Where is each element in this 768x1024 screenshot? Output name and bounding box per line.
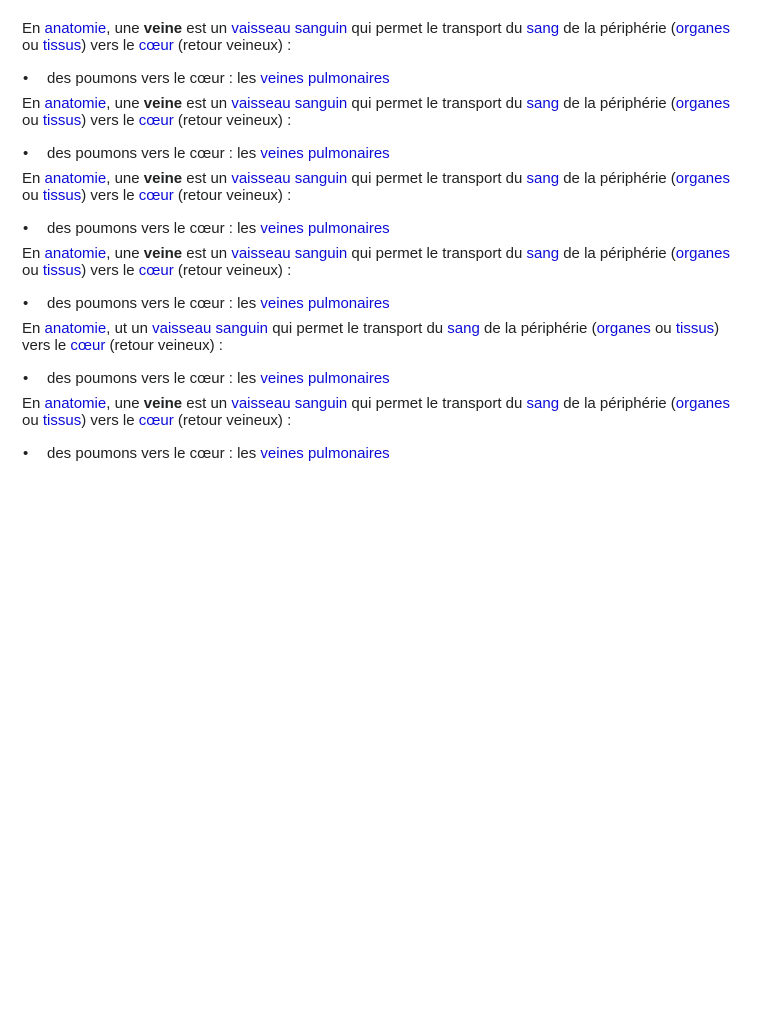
link-organes[interactable]: organes (675, 95, 730, 112)
text-run: En (22, 245, 45, 262)
text-run: des poumons vers le cœur : les (47, 445, 261, 462)
link-organes[interactable]: organes (675, 20, 730, 37)
text-run: En (22, 95, 45, 112)
text-run: ou (22, 262, 43, 279)
link-veines-pulmonaires[interactable]: veines pulmonaires (260, 445, 390, 462)
link-sang[interactable]: sang (526, 95, 560, 112)
bold-term: veine (143, 95, 183, 112)
definition-paragraph (22, 320, 746, 354)
text-run: En (22, 170, 45, 187)
link-coeur[interactable]: cœur (138, 412, 174, 429)
link-organes[interactable]: organes (675, 245, 730, 262)
text-run: , une (106, 95, 144, 112)
link-vaisseau-sanguin[interactable]: vaisseau sanguin (231, 20, 348, 37)
text-run: (retour veineux) : (173, 412, 292, 429)
text-run: , ut un (106, 320, 153, 337)
link-veines-pulmonaires[interactable]: veines pulmonaires (260, 295, 390, 312)
link-anatomie[interactable]: anatomie (44, 395, 107, 412)
link-veines-pulmonaires[interactable]: veines pulmonaires (260, 220, 390, 237)
bold-term: veine (143, 20, 183, 37)
link-anatomie[interactable]: anatomie (44, 95, 107, 112)
text-run: (retour veineux) : (173, 37, 292, 54)
link-vaisseau-sanguin[interactable]: vaisseau sanguin (231, 95, 348, 112)
link-anatomie[interactable]: anatomie (44, 170, 107, 187)
text-run: ) vers le (81, 187, 139, 204)
link-sang[interactable]: sang (526, 20, 560, 37)
text-run: En (22, 320, 45, 337)
text-run: de la périphérie ( (559, 95, 676, 112)
text-run: des poumons vers le cœur : les (47, 295, 261, 312)
text-run: ou (22, 412, 43, 429)
bold-term: veine (143, 245, 183, 262)
link-veines-pulmonaires[interactable]: veines pulmonaires (260, 370, 390, 387)
text-run: de la périphérie ( (559, 395, 676, 412)
link-vaisseau-sanguin[interactable]: vaisseau sanguin (152, 320, 269, 337)
text-run: ou (22, 187, 43, 204)
list-item (22, 445, 746, 462)
link-coeur[interactable]: cœur (138, 37, 174, 54)
text-run: de la périphérie ( (559, 20, 676, 37)
definition-paragraph (22, 245, 746, 279)
definition-paragraph (22, 395, 746, 429)
bullet-icon: • (23, 70, 29, 87)
list-item (22, 145, 746, 162)
link-sang[interactable]: sang (526, 245, 560, 262)
link-organes[interactable]: organes (675, 395, 730, 412)
text-run: qui permet le transport du (347, 245, 527, 262)
text-run: ) vers le (81, 37, 139, 54)
text-run: (retour veineux) : (173, 187, 292, 204)
list-item (22, 70, 746, 87)
text-run: ) vers le (81, 262, 139, 279)
link-coeur[interactable]: cœur (70, 337, 106, 354)
bullet-list (22, 145, 746, 162)
list-item (22, 370, 746, 387)
link-sang[interactable]: sang (526, 395, 560, 412)
text-run: qui permet le transport du (347, 170, 527, 187)
text-run: des poumons vers le cœur : les (47, 220, 261, 237)
text-run: qui permet le transport du (347, 20, 527, 37)
bullet-icon: • (23, 295, 29, 312)
definition-paragraph (22, 20, 746, 54)
text-run: ou (22, 37, 43, 54)
text-run: est un (182, 170, 232, 187)
definition-paragraph (22, 170, 746, 204)
bullet-icon: • (23, 445, 29, 462)
text-run: ) vers le (81, 412, 139, 429)
bullet-icon: • (23, 370, 29, 387)
link-tissus[interactable]: tissus (675, 320, 715, 337)
definition-paragraph (22, 95, 746, 129)
text-run: est un (182, 95, 232, 112)
list-item (22, 220, 746, 237)
text-run: ou (650, 320, 676, 337)
link-vaisseau-sanguin[interactable]: vaisseau sanguin (231, 395, 348, 412)
link-vaisseau-sanguin[interactable]: vaisseau sanguin (231, 245, 348, 262)
list-item (22, 295, 746, 312)
text-run: de la périphérie ( (559, 170, 676, 187)
text-run: , une (106, 395, 144, 412)
link-sang[interactable]: sang (526, 170, 560, 187)
link-vaisseau-sanguin[interactable]: vaisseau sanguin (231, 170, 348, 187)
bullet-list (22, 445, 746, 462)
link-anatomie[interactable]: anatomie (44, 20, 107, 37)
text-run: de la périphérie ( (479, 320, 597, 337)
link-tissus[interactable]: tissus (42, 412, 82, 429)
link-tissus[interactable]: tissus (42, 262, 82, 279)
text-run: est un (182, 20, 232, 37)
text-run: des poumons vers le cœur : les (47, 145, 261, 162)
link-veines-pulmonaires[interactable]: veines pulmonaires (260, 145, 390, 162)
link-anatomie[interactable]: anatomie (44, 320, 107, 337)
text-run: ou (22, 112, 43, 129)
link-organes[interactable]: organes (675, 170, 730, 187)
bullet-list (22, 295, 746, 312)
text-run: qui permet le transport du (268, 320, 448, 337)
text-run: , une (106, 245, 144, 262)
text-run: des poumons vers le cœur : les (47, 370, 261, 387)
text-run: est un (182, 245, 232, 262)
link-sang[interactable]: sang (447, 320, 480, 337)
text-run: (retour veineux) : (105, 337, 223, 354)
text-run: En (22, 20, 45, 37)
text-run: ) vers le (22, 320, 720, 354)
text-run: (retour veineux) : (173, 262, 292, 279)
link-tissus[interactable]: tissus (42, 112, 82, 129)
link-organes[interactable]: organes (596, 320, 651, 337)
bullet-list (22, 70, 746, 87)
text-run: (retour veineux) : (173, 112, 292, 129)
bullet-icon: • (23, 145, 29, 162)
bold-term: veine (143, 395, 183, 412)
text-run: de la périphérie ( (559, 245, 676, 262)
text-run: , une (106, 170, 144, 187)
text-run: ) vers le (81, 112, 139, 129)
link-coeur[interactable]: cœur (138, 187, 174, 204)
bullet-list (22, 220, 746, 237)
text-run: , une (106, 20, 144, 37)
text-run: qui permet le transport du (347, 395, 527, 412)
link-tissus[interactable]: tissus (42, 37, 82, 54)
text-run: des poumons vers le cœur : les (47, 70, 261, 87)
article-content (22, 20, 746, 470)
text-run: En (22, 395, 45, 412)
bold-term: veine (143, 170, 183, 187)
text-run: est un (182, 395, 232, 412)
bullet-icon: • (23, 220, 29, 237)
link-tissus[interactable]: tissus (42, 187, 82, 204)
bullet-list (22, 370, 746, 387)
link-coeur[interactable]: cœur (138, 112, 174, 129)
text-run: qui permet le transport du (347, 95, 527, 112)
link-coeur[interactable]: cœur (138, 262, 174, 279)
link-anatomie[interactable]: anatomie (44, 245, 107, 262)
link-veines-pulmonaires[interactable]: veines pulmonaires (260, 70, 390, 87)
